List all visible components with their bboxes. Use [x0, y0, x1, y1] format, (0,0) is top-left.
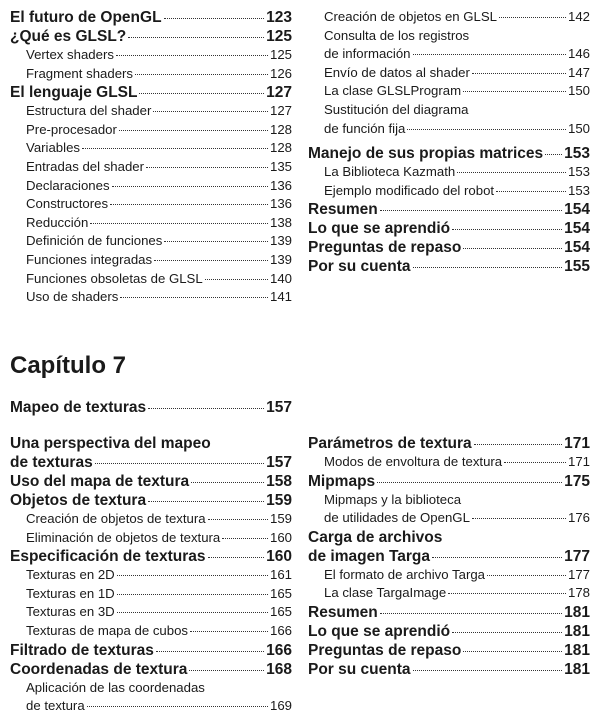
dot-leader [135, 74, 268, 75]
toc-entry-title: Resumen [308, 603, 378, 621]
dot-leader [432, 557, 562, 558]
dot-leader [499, 17, 566, 18]
toc-subsection-entry[interactable] [10, 177, 292, 196]
dot-leader [448, 593, 566, 594]
toc-entry-page: 169 [269, 698, 292, 714]
toc-entry-title: Uso de shaders [26, 289, 119, 305]
toc-section-entry[interactable] [308, 257, 590, 276]
toc-entry-page: 177 [564, 547, 590, 565]
toc-entry-title: de imagen Targa [308, 547, 431, 565]
toc-entry-page: 126 [269, 65, 292, 81]
toc-subsection-entry[interactable] [308, 584, 590, 603]
toc-entry-title: Funciones integradas [26, 251, 153, 267]
toc-section-entry[interactable] [10, 83, 292, 102]
toc-subsection-entry[interactable] [308, 82, 590, 101]
toc-entry-page: 154 [564, 201, 590, 219]
toc-entry-title: Mipmaps [308, 472, 376, 490]
toc-entry-title-line1: Carga de archivos [308, 528, 443, 546]
toc-entry-page: 171 [564, 435, 590, 452]
toc-subsection-entry[interactable] [10, 603, 292, 622]
toc-section-entry[interactable] [10, 434, 292, 472]
toc-entry-title: Preguntas de repaso [308, 641, 462, 659]
dot-leader [504, 462, 566, 463]
toc-entry-title: Variables [26, 140, 80, 156]
dot-leader [452, 632, 562, 633]
dot-leader [110, 204, 268, 205]
toc-subsection-entry[interactable] [308, 453, 590, 472]
dot-leader [116, 55, 268, 56]
toc-section-entry[interactable] [10, 472, 292, 491]
toc-entry-title: Declaraciones [26, 177, 110, 193]
toc-column-bottom-right [308, 434, 590, 679]
dot-leader [146, 167, 268, 168]
toc-entry-title: Texturas en 2D [26, 567, 115, 583]
toc-entry-title: Por su cuenta [308, 660, 411, 678]
toc-entry-title-line1: Aplicación de las coordenadas [26, 679, 205, 695]
toc-entry-title: Especificación de texturas [10, 548, 206, 566]
toc-entry-title: de textura [26, 698, 85, 714]
toc-subsection-entry[interactable] [308, 8, 590, 27]
toc-subsection-entry[interactable] [10, 510, 292, 529]
dot-leader [154, 260, 268, 261]
toc-entry-title: Texturas en 3D [26, 604, 115, 620]
toc-entry-title: Resumen [308, 201, 378, 219]
toc-entry-title: El formato de archivo Targa [324, 566, 486, 582]
toc-entry-page: 139 [269, 251, 292, 267]
toc-entry-page: 175 [564, 472, 590, 490]
toc-entry-title-line1: Mipmaps y la biblioteca [324, 491, 462, 507]
toc-entry-page: 177 [567, 566, 590, 582]
toc-section-entry[interactable] [10, 27, 292, 46]
dot-leader [128, 37, 264, 38]
toc-subsection-entry[interactable] [308, 163, 590, 182]
toc-entry-page: 136 [269, 177, 292, 193]
toc-entry-title: Uso del mapa de textura [10, 473, 190, 490]
dot-leader [380, 210, 562, 211]
toc-subsection-entry[interactable] [10, 195, 292, 214]
toc-entry-page: 139 [269, 233, 292, 249]
toc-entry-title: Mapeo de texturas [10, 399, 147, 416]
toc-subsection-entry[interactable] [10, 251, 292, 270]
toc-section-entry[interactable] [308, 660, 590, 679]
toc-section-entry[interactable] [308, 622, 590, 641]
dot-leader [474, 444, 562, 445]
toc-entry-page: 157 [266, 399, 292, 416]
toc-entry-title: Parámetros de textura [308, 435, 472, 452]
toc-entry-page: 165 [269, 604, 292, 620]
toc-entry-title: Ejemplo modificado del robot [324, 182, 495, 198]
toc-entry-page: 159 [266, 492, 292, 509]
toc-entry-title: Modos de envoltura de textura [324, 454, 503, 469]
toc-entry-page: 128 [269, 140, 292, 156]
toc-entry-title: El futuro de OpenGL [10, 9, 162, 26]
toc-section-entry[interactable] [10, 547, 292, 566]
toc-entry-page: 125 [269, 47, 292, 62]
toc-subsection-entry[interactable] [10, 585, 292, 604]
dot-leader [156, 651, 264, 652]
dot-leader [117, 575, 268, 576]
toc-entry-page: 161 [269, 567, 292, 583]
toc-entry-page: 166 [269, 622, 292, 638]
toc-subsection-entry[interactable] [10, 679, 292, 716]
dot-leader [463, 651, 562, 652]
toc-subsection-entry[interactable] [10, 139, 292, 158]
toc-subsection-entry[interactable] [10, 288, 292, 307]
toc-entry-page: 165 [269, 585, 292, 601]
toc-entry-title-line1: Sustitución del diagrama [324, 101, 469, 117]
toc-entry-page: 181 [564, 622, 590, 640]
toc-subsection-entry[interactable] [10, 232, 292, 251]
dot-leader [119, 130, 268, 131]
dot-leader [413, 54, 566, 55]
dot-leader [153, 111, 268, 112]
toc-entry-page: 127 [269, 103, 292, 119]
toc-section-entry[interactable] [308, 238, 590, 257]
toc-entry-page: 147 [567, 64, 590, 80]
toc-entry-title: Envío de datos al shader [324, 64, 470, 80]
toc-entry-title: Texturas en 1D [26, 585, 115, 601]
toc-section-entry[interactable] [10, 641, 292, 660]
toc-entry-title: La clase GLSLProgram [324, 83, 462, 99]
toc-section-entry[interactable] [308, 200, 590, 219]
toc-section-entry[interactable] [308, 603, 590, 622]
toc-section-entry[interactable] [10, 491, 292, 510]
toc-entry-page: 154 [564, 239, 590, 257]
dot-leader [117, 594, 268, 595]
toc-entry-page: 157 [266, 454, 292, 471]
toc-subsection-entry[interactable] [308, 64, 590, 83]
dot-leader [95, 463, 264, 464]
dot-leader [487, 575, 566, 576]
toc-entry-page: 160 [266, 548, 292, 566]
toc-entry-title: La Biblioteca Kazmath [324, 164, 456, 180]
toc-entry-page: 127 [266, 84, 292, 102]
toc-entry-page: 150 [567, 83, 590, 99]
toc-entry-page: 125 [266, 28, 292, 45]
dot-leader [472, 518, 566, 519]
toc-entry-title: Lo que se aprendió [308, 220, 451, 238]
toc-entry-title: Preguntas de repaso [308, 239, 462, 257]
toc-subsection-entry[interactable] [308, 491, 590, 528]
toc-entry-title: Coordenadas de textura [10, 660, 188, 678]
toc-entry-title: Constructores [26, 196, 109, 212]
toc-section-entry[interactable] [10, 660, 292, 679]
toc-column-top-right [308, 8, 590, 276]
toc-entry-page: 154 [564, 220, 590, 238]
toc-subsection-entry[interactable] [308, 27, 590, 64]
dot-leader [164, 18, 265, 19]
toc-entry-page: 181 [564, 603, 590, 621]
dot-leader [164, 241, 268, 242]
toc-entry-page: 166 [266, 641, 292, 659]
toc-entry-title: Estructura del shader [26, 103, 152, 119]
toc-subsection-entry[interactable] [10, 214, 292, 233]
toc-subsection-entry[interactable] [10, 158, 292, 177]
toc-section-entry[interactable] [10, 8, 292, 27]
toc-entry-page: 146 [567, 46, 590, 62]
toc-entry-page: 178 [567, 585, 590, 601]
toc-section-entry[interactable] [308, 528, 590, 566]
toc-entry-page: 136 [269, 196, 292, 212]
dot-leader [208, 519, 268, 520]
toc-entry-title: Creación de objetos en GLSL [324, 9, 498, 24]
toc-entry-page: 158 [266, 473, 292, 490]
toc-entry-page: 171 [567, 454, 590, 469]
toc-entry-title: Funciones obsoletas de GLSL [26, 270, 203, 286]
toc-entry-page: 153 [567, 182, 590, 198]
toc-entry-title: Por su cuenta [308, 258, 411, 276]
toc-subsection-entry[interactable] [308, 566, 590, 585]
toc-entry-page: 155 [564, 258, 590, 276]
toc-column-top-left [10, 8, 292, 307]
toc-entry-title-line1: Consulta de los registros [324, 27, 470, 43]
toc-entry-title: Texturas de mapa de cubos [26, 622, 189, 638]
toc-section-entry[interactable] [308, 144, 590, 163]
toc-entry-title: Creación de objetos de textura [26, 511, 206, 526]
toc-entry-page: 123 [266, 9, 292, 26]
toc-entry-title: Definición de funciones [26, 233, 163, 249]
toc-entry-page: 142 [567, 9, 590, 24]
toc-entry-page: 141 [269, 289, 292, 305]
toc-entry-title: Manejo de sus propias matrices [308, 145, 544, 163]
dot-leader [457, 172, 566, 173]
dot-leader [190, 631, 268, 632]
toc-subsection-entry[interactable] [10, 529, 292, 548]
dot-leader [191, 482, 264, 483]
toc-subsection-entry[interactable] [10, 566, 292, 585]
toc-entry-title: Fragment shaders [26, 65, 134, 81]
dot-leader [117, 612, 268, 613]
toc-entry-page: 138 [269, 214, 292, 230]
toc-entry-page: 135 [269, 158, 292, 174]
toc-entry-page: 140 [269, 270, 292, 286]
toc-entry-page: 176 [567, 510, 590, 526]
toc-entry-title: de función fija [324, 120, 406, 136]
toc-entry[interactable] [10, 398, 292, 417]
toc-entry-title: Vertex shaders [26, 47, 114, 62]
dot-leader [205, 279, 268, 280]
toc-section-entry[interactable] [308, 434, 590, 453]
toc-section-entry[interactable] [308, 472, 590, 491]
dot-leader [148, 408, 264, 409]
toc-entry-title: Objetos de textura [10, 492, 147, 509]
dot-leader [413, 670, 563, 671]
toc-subsection-entry[interactable] [308, 182, 590, 201]
toc-section-entry[interactable] [308, 641, 590, 660]
chapter-main-entry [10, 398, 292, 417]
toc-entry-title: de texturas [10, 454, 93, 471]
toc-entry-title: El lenguaje GLSL [10, 84, 138, 102]
dot-leader [148, 501, 264, 502]
toc-subsection-entry[interactable] [10, 46, 292, 65]
dot-leader [407, 129, 566, 130]
dot-leader [208, 557, 265, 558]
toc-entry-title: Lo que se aprendió [308, 622, 451, 640]
dot-leader [452, 229, 562, 230]
toc-entry-page: 181 [564, 660, 590, 678]
dot-leader [463, 91, 566, 92]
toc-entry-page: 168 [266, 660, 292, 678]
dot-leader [112, 186, 268, 187]
toc-entry-title: de utilidades de OpenGL [324, 510, 470, 526]
toc-entry-title: Filtrado de texturas [10, 641, 154, 659]
toc-subsection-entry[interactable] [308, 101, 590, 138]
toc-entry-page: 153 [567, 164, 590, 180]
dot-leader [496, 191, 566, 192]
dot-leader [377, 482, 562, 483]
toc-entry-page: 181 [564, 641, 590, 659]
toc-entry-title: La clase TargaImage [324, 585, 447, 601]
dot-leader [545, 154, 562, 155]
toc-subsection-entry[interactable] [10, 270, 292, 289]
toc-entry-page: 153 [564, 145, 590, 163]
toc-entry-page: 159 [269, 511, 292, 526]
toc-subsection-entry[interactable] [10, 121, 292, 140]
dot-leader [463, 248, 562, 249]
dot-leader [413, 267, 563, 268]
toc-entry-title: Reducción [26, 214, 89, 230]
toc-subsection-entry[interactable] [10, 622, 292, 641]
toc-subsection-entry[interactable] [10, 65, 292, 84]
dot-leader [87, 706, 268, 707]
dot-leader [139, 93, 264, 94]
toc-section-entry[interactable] [308, 219, 590, 238]
toc-subsection-entry[interactable] [10, 102, 292, 121]
dot-leader [90, 223, 268, 224]
toc-entry-title: ¿Qué es GLSL? [10, 28, 127, 45]
dot-leader [380, 613, 562, 614]
toc-entry-title: Entradas del shader [26, 158, 145, 174]
dot-leader [120, 297, 268, 298]
dot-leader [222, 538, 268, 539]
toc-entry-page: 160 [269, 529, 292, 545]
toc-entry-title: Pre-procesador [26, 121, 117, 137]
dot-leader [189, 670, 264, 671]
chapter-heading: Capítulo 7 [10, 352, 127, 379]
toc-entry-page: 128 [269, 121, 292, 137]
toc-entry-title-line1: Una perspectiva del mapeo [10, 435, 211, 452]
toc-entry-page: 150 [567, 120, 590, 136]
dot-leader [82, 148, 268, 149]
toc-entry-title: Eliminación de objetos de textura [26, 529, 221, 545]
toc-entry-title: de información [324, 46, 411, 62]
dot-leader [472, 73, 566, 74]
toc-column-bottom-left [10, 434, 292, 716]
